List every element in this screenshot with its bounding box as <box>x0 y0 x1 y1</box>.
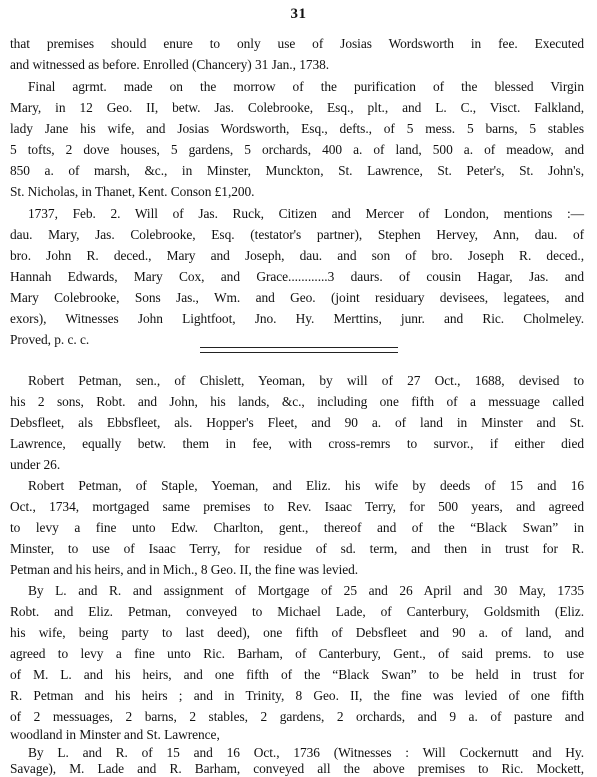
text-line: Robert Petman, of Staple, Yoeman, and Eliz. his wife by deeds of 15 and 16 <box>28 478 584 493</box>
text-line: St. Nicholas, in Thanet, Kent. Conson £1,200. <box>10 184 255 199</box>
text-line: of M. L. and his heirs, and one fifth of the “Black Swan” to be held in trust for <box>10 667 584 682</box>
text-line: 850 a. of marsh, &c., in Minster, Munckton, St. Lawrence, St. Peter's, St. John's, <box>10 163 584 178</box>
text-line: Petman and his heirs, and in Mich., 8 Geo. II, the fine was levied. <box>10 562 359 577</box>
text-line: dau. Mary, Jas. Colebrooke, Esq. (testator's partner), Stephen Hervey, Ann, dau. of <box>10 227 584 242</box>
text-line: to levy a fine unto Edw. Charlton, gent., thereof and of the “Black Swan” in <box>10 520 584 535</box>
text-line: 5 tofts, 2 dove houses, 5 gardens, 5 orchards, 400 a. of land, 500 a. of meadow, and <box>10 142 584 157</box>
text-line: Hannah Edwards, Mary Cox, and Grace............3 daurs. of cousin Hagar, Jas. and <box>10 269 584 284</box>
text-line: Final agrmt. made on the morrow of the purification of the blessed Virgin <box>28 79 584 94</box>
text-line: under 26. <box>10 457 61 472</box>
text-line: Oct., 1734, mortgaged same premises to Rev. Isaac Terry, for 500 years, and agreed <box>10 499 584 514</box>
text-line: 1737, Feb. 2. Will of Jas. Ruck, Citizen and Mercer of London, mentions :— <box>28 206 584 221</box>
text-line: his wife, being party to last deed), one fifth of Debsfleet and 90 a. of land, and <box>10 625 584 640</box>
text-line: Robt. and Eliz. Petman, conveyed to Michael Lade, of Canterbury, Goldsmith (Eliz. <box>10 604 584 619</box>
text-line: By L. and R. and assignment of Mortgage of 25 and 26 April and 30 May, 1735 <box>28 583 584 598</box>
text-line: agreed to levy a fine unto Ric. Barham, of Canterbury, Gent., of said prems. to use <box>10 646 584 661</box>
text-line: Lawrence, equally betw. them in fee, with cross-remrs to survor., if either died <box>10 436 584 451</box>
text-line: bro. John R. deced., Mary and Joseph, dau. and son of bro. Joseph R. deced., <box>10 248 584 263</box>
text-line: that premises should enure to only use of Josias Wordsworth in fee. Executed <box>10 36 584 51</box>
text-line: woodland in Minster and St. Lawrence, <box>10 727 220 742</box>
text-line: Mary, in 12 Geo. II, betw. Jas. Colebrooke, Esq., plt., and L. C., Visct. Falkland, <box>10 100 584 115</box>
text-line: exors), Witnesses John Lightfoot, Jno. Hy. Merttins, junr. and Ric. Cholmeley. <box>10 311 584 326</box>
text-line: By L. and R. of 15 and 16 Oct., 1736 (Witnesses : Will Cockernutt and Hy. <box>28 745 584 760</box>
text-line: Savage), M. Lade and R. Barham, conveyed all the above premises to Ric. Mockett, <box>10 761 584 776</box>
text-line: of 2 messuages, 2 barns, 2 stables, 2 gardens, 2 orchards, and 9 a. of pasture and <box>10 709 584 724</box>
section-divider <box>200 347 398 353</box>
text-line: his 2 sons, Robt. and John, his lands, &c., including one fifth of a messuage called <box>10 394 584 409</box>
text-line: and witnessed as before. Enrolled (Chancery) 31 Jan., 1738. <box>10 57 330 72</box>
page-number: 31 <box>290 6 307 22</box>
text-line: Debsfleet, als Ebbsfleet, als. Hopper's Fleet, and 90 a. of land in Minster and St. <box>10 415 584 430</box>
text-line: Minster, to use of Isaac Terry, for residue of sd. term, and then in trust for R. <box>10 541 584 556</box>
text-line: R. Petman and his heirs ; and in Trinity, 8 Geo. II, the fine was levied of one fifth <box>10 688 584 703</box>
text-line: lady Jane his wife, and Josias Wordsworth, Esq., defts., of 5 mess. 5 barns, 5 stables <box>10 121 584 136</box>
text-line: Proved, p. c. c. <box>10 332 90 347</box>
text-line: Robert Petman, sen., of Chislett, Yeoman, by will of 27 Oct., 1688, devised to <box>28 373 584 388</box>
text-line: Mary Colebrooke, Sons Jas., Wm. and Geo. (joint residuary devisees, legatees, and <box>10 290 584 305</box>
